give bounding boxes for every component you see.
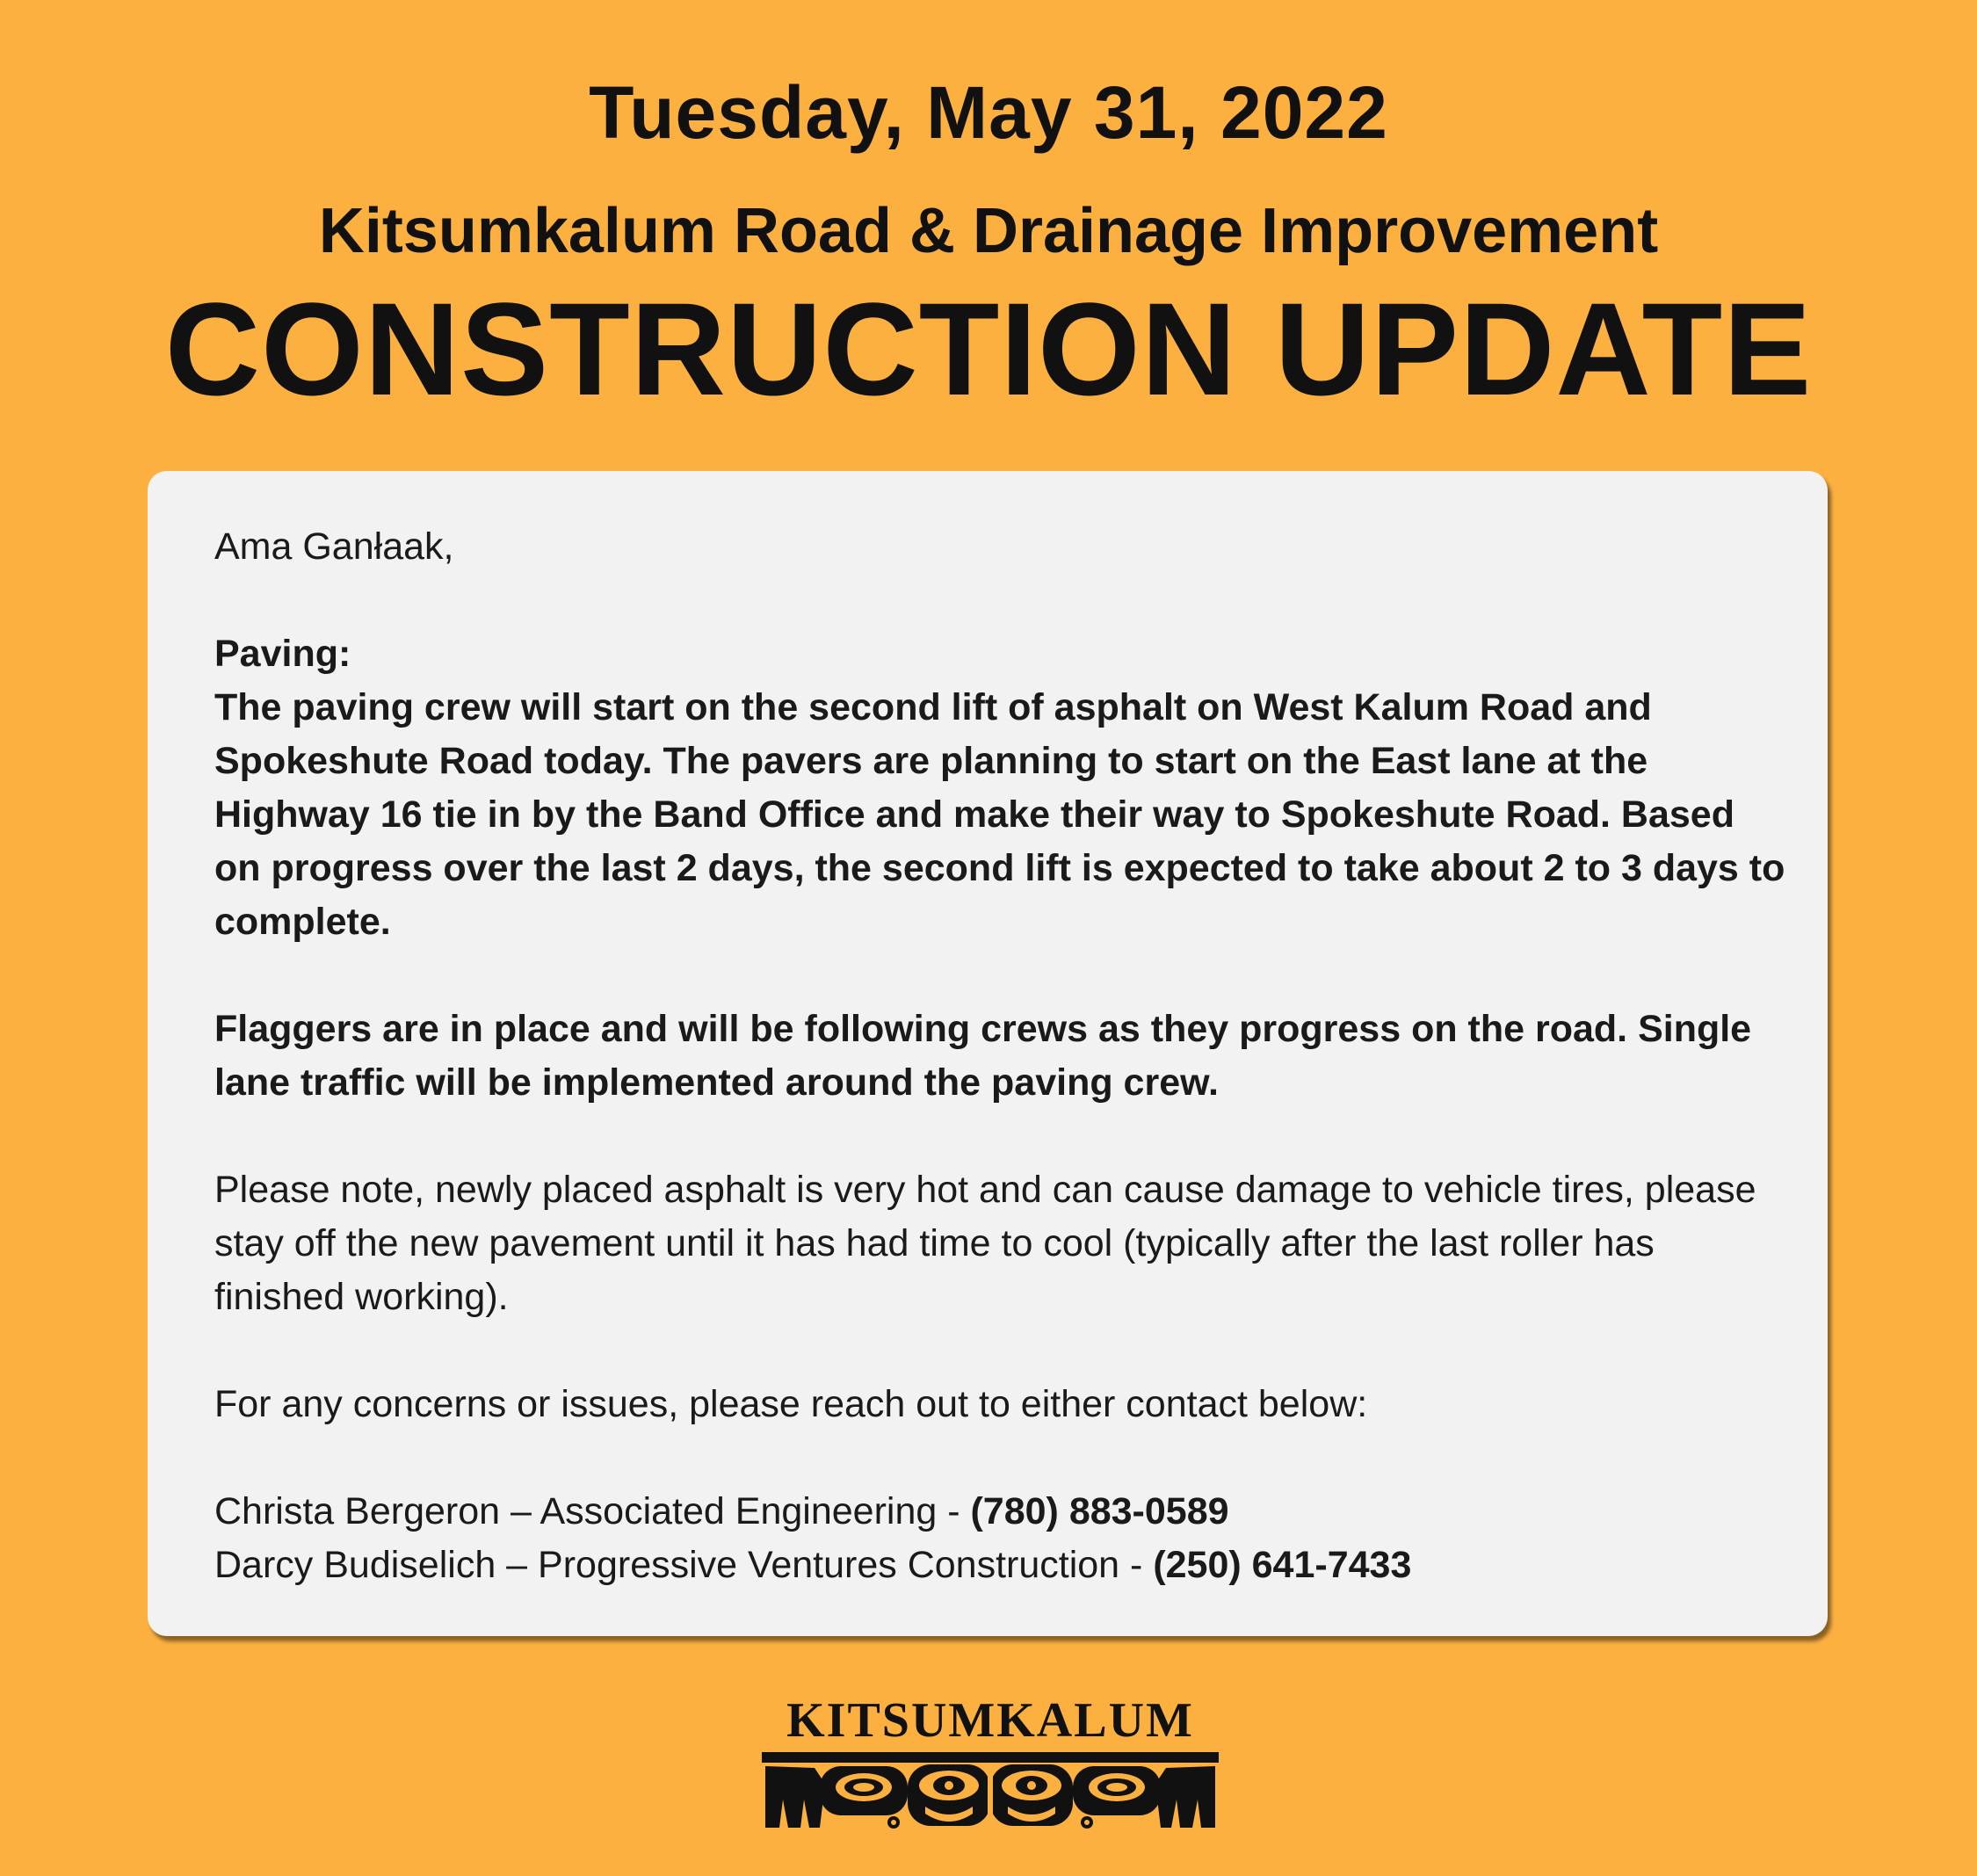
project-title: Kitsumkalum Road & Drainage Improvement (318, 196, 1659, 266)
contact-name-1: Christa Bergeron – Associated Engineering - (214, 1490, 971, 1532)
logo-wordmark: KITSUMKALUM (786, 1693, 1194, 1748)
notice-body (214, 520, 1787, 1592)
asphalt-note-paragraph: Please note, newly placed asphalt is very hot and can cause damage to vehicle tires, please stay off the new pavement until it has had time to cool (typically after the last roller has finished working). (214, 1169, 1756, 1318)
paving-heading: Paving: (214, 633, 351, 675)
date-heading: Tuesday, May 31, 2022 (589, 71, 1388, 154)
contact-line-1 (214, 1485, 1787, 1539)
notice-card (148, 471, 1828, 1636)
kitsumkalum-logo (757, 1694, 1223, 1835)
contact-line-2 (214, 1539, 1787, 1592)
formline-art-logo-icon (762, 1749, 1219, 1831)
contact-name-2: Darcy Budiselich – Progressive Ventures Construction - (214, 1544, 1154, 1586)
page-title: CONSTRUCTION UPDATE (164, 275, 1813, 423)
paving-paragraph: The paving crew will start on the second lift of asphalt on West Kalum Road and Spokeshute Road today. The pavers are planning to start on the East lane at the Highway 16 tie in by the Band Office and make their way to Spokeshute Road. Based on progress over the last 2 days, the second lift is expected to take about 2 to 3 days to complete. (214, 686, 1785, 943)
contact-phone-2: (250) 641-7433 (1153, 1544, 1412, 1586)
greeting: Ama Ganłaak, (214, 525, 454, 568)
contact-phone-1: (780) 883-0589 (970, 1490, 1229, 1532)
contact-intro: For any concerns or issues, please reach out to either contact below: (214, 1383, 1368, 1425)
flaggers-paragraph: Flaggers are in place and will be following crews as they progress on the road. Single lane traffic will be implemented around the paving crew. (214, 1008, 1752, 1104)
